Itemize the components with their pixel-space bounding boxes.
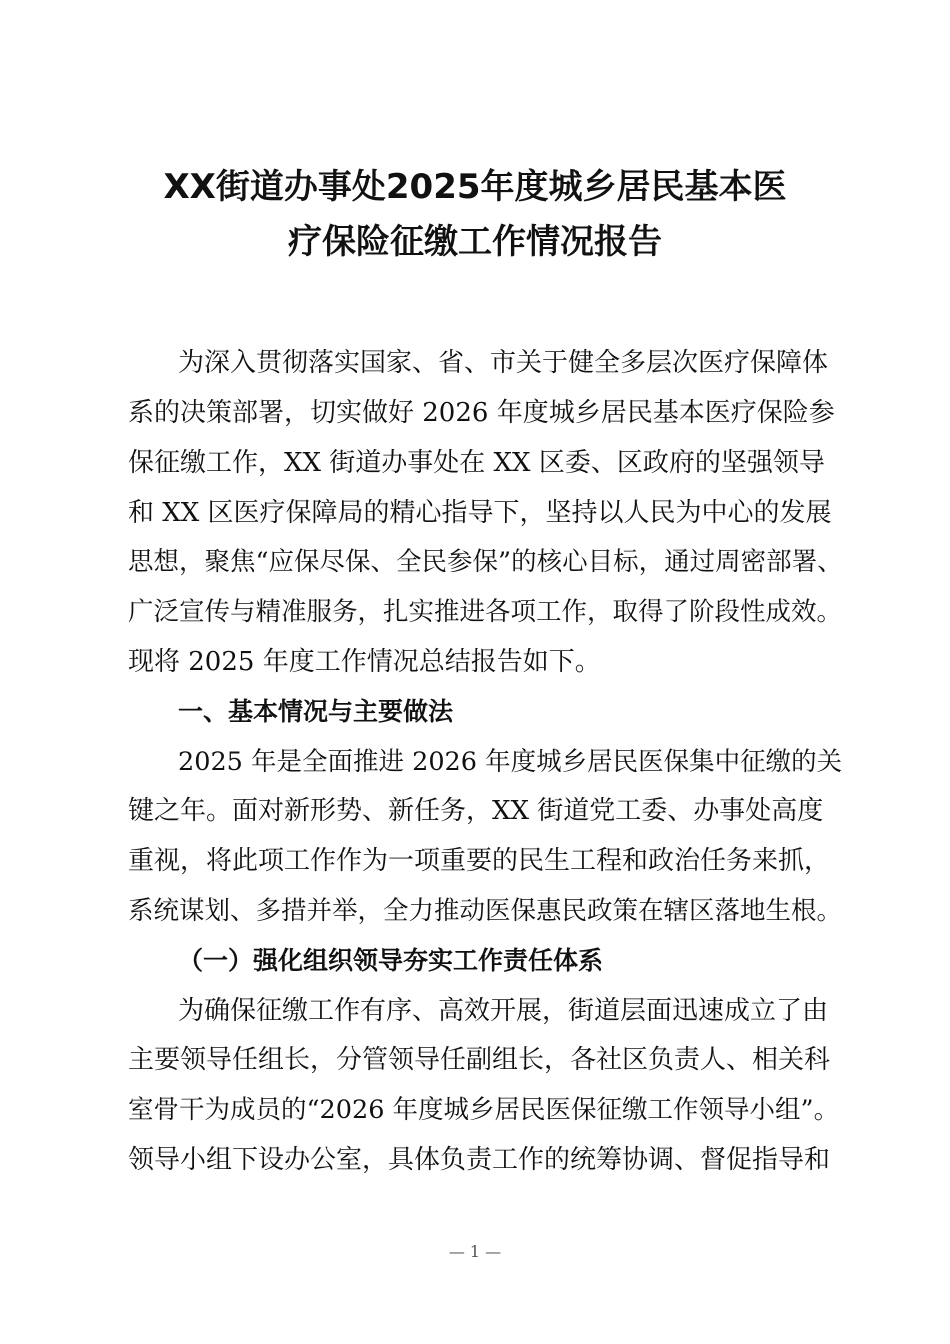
- paragraph-line: 思想，聚焦“应保尽保、全民参保”的核心目标，通过周密部署、: [128, 547, 843, 577]
- paragraph-line: 系的决策部署，切实做好 2026 年度城乡居民基本医疗保险参: [128, 398, 835, 428]
- paragraph-line: 2025 年是全面推进 2026 年度城乡居民医保集中征缴的关: [178, 747, 843, 777]
- paragraph-line: 主要领导任组长，分管领导任副组长，各社区负责人、相关科: [128, 1045, 831, 1075]
- paragraph-line: 为深入贯彻落实国家、省、市关于健全多层次医疗保障体: [178, 348, 829, 378]
- paragraph-line: 和 XX 区医疗保障局的精心指导下，坚持以人民为中心的发展: [128, 498, 832, 528]
- paragraph-line: 为确保征缴工作有序、高效开展，街道层面迅速成立了由: [178, 996, 829, 1026]
- paragraph-line: 重视，将此项工作作为一项重要的民生工程和政治任务来抓，: [128, 846, 831, 876]
- page-number: — 1 —: [448, 1242, 502, 1261]
- title-line: 疗保险征缴工作情况报告: [288, 222, 662, 262]
- paragraph-line: 现将 2025 年度工作情况总结报告如下。: [128, 647, 601, 677]
- paragraph-line: 室骨干为成员的“2026 年度城乡居民医保征缴工作领导小组”。: [128, 1095, 840, 1125]
- paragraph-line: 保征缴工作，XX 街道办事处在 XX 区委、区政府的坚强领导: [128, 448, 825, 478]
- paragraph-line: 广泛宣传与精准服务，扎实推进各项工作，取得了阶段性成效。: [128, 597, 843, 627]
- subsection-heading: （一）强化组织领导夯实工作责任体系: [178, 946, 604, 975]
- paragraph-line: 系统谋划、多措并举，全力推动医保惠民政策在辖区落地生根。: [128, 896, 843, 926]
- paragraph-line: 键之年。面对新形势、新任务，XX 街道党工委、办事处高度: [128, 796, 824, 826]
- document-title: [100, 160, 850, 270]
- section-heading: 一、基本情况与主要做法: [178, 697, 454, 726]
- title-line: XX街道办事处2025年度城乡居民基本医: [163, 167, 787, 207]
- paragraph-line: 领导小组下设办公室，具体负责工作的统筹协调、督促指导和: [128, 1145, 831, 1175]
